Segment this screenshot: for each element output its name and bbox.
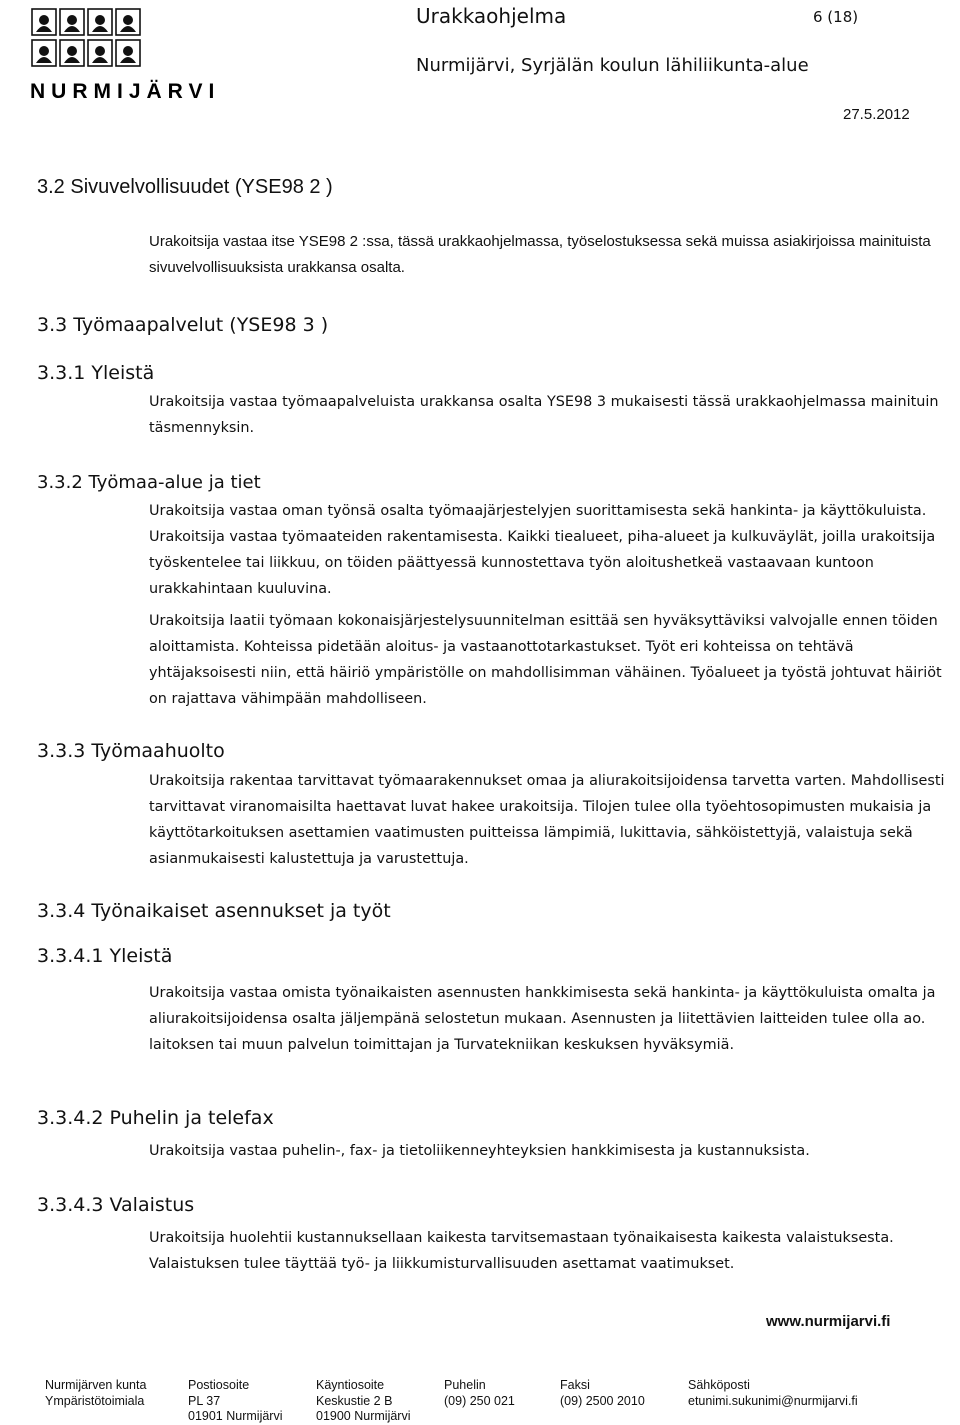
- footer-email: [688, 1378, 858, 1425]
- footer-phone: [444, 1378, 560, 1425]
- document-date: 27.5.2012: [843, 106, 910, 123]
- footer-postal-address: [188, 1378, 316, 1425]
- paragraph-3-3-1: Urakoitsija vastaa työmaapalveluista urakkansa osalta YSE98 3 mukaisesti tässä urakkaohjelmassa mainituin täsmennyksin.: [149, 394, 939, 436]
- document-subtitle: Nurmijärvi, Syrjälän koulun lähiliikunta-alue: [416, 55, 809, 76]
- footer-phone-number: (09) 250 021: [444, 1393, 515, 1408]
- heading-3-3-3: 3.3.3 Työmaahuolto: [37, 740, 225, 762]
- footer-contact-info: [45, 1378, 955, 1425]
- footer-org-name: Nurmijärven kunta: [45, 1378, 147, 1392]
- footer-website-link[interactable]: www.nurmijarvi.fi: [766, 1313, 891, 1330]
- footer-organization: [45, 1378, 188, 1425]
- paragraph-3-3-4-3: Urakoitsija huolehtii kustannuksellaan kaikesta tarvitsemastaan työnaikaisesta kaikesta valaistuksesta. Valaistuksen tulee täyttää työ- ja liikkumisturvallisuuden asettamat vaatimukset.: [149, 1230, 894, 1272]
- footer-fax: [560, 1378, 688, 1425]
- footer-postal-label: Postiosoite: [188, 1378, 250, 1392]
- footer-fax-number: (09) 2500 2010: [560, 1393, 645, 1408]
- footer-visiting-address: [316, 1378, 444, 1425]
- heading-3-3-4-1: 3.3.4.1 Yleistä: [37, 945, 173, 967]
- footer-visit-city: 01900 Nurmijärvi: [316, 1409, 411, 1423]
- footer-email-address[interactable]: etunimi.sukunimi@nurmijarvi.fi: [688, 1393, 858, 1408]
- heading-3-3-4-2: 3.3.4.2 Puhelin ja telefax: [37, 1107, 274, 1129]
- footer-fax-label: Faksi: [560, 1378, 590, 1392]
- heading-3-3: 3.3 Työmaapalvelut (YSE98 3 ): [37, 314, 329, 336]
- footer-postal-city: 01901 Nurmijärvi: [188, 1409, 283, 1423]
- footer-visit-street: Keskustie 2 B: [316, 1393, 393, 1408]
- paragraph-3-3-3: Urakoitsija rakentaa tarvittavat työmaarakennukset omaa ja aliurakoitsijoidensa tarvetta varten. Mahdollisesti tarvittavat viranomaisilta haettavat luvat hakee urakoitsija. Tilojen tulee olla työehtosopimusten mukaisia ja käyttötarkoituksen asettamien vaatimusten puitteissa lämpimiä, lukittavia, sähköistettyjä, valaistuja sekä asianmukaisesti kalustettuja ja varustettuja.: [149, 773, 945, 867]
- paragraph-3-3-2-a: Urakoitsija vastaa oman työnsä osalta työmaajärjestelyjen suorittamisesta sekä hankinta- ja käyttökuluista. Urakoitsija vastaa työmaateiden rakentamisesta. Kaikki tiealueet, piha-alueet ja kulkuväylät, joilla urakoitsija työskentelee tai liikkuu, on töiden päättyessä kunnostettava työn aloitushetkeä vastaavaan kuntoon urakkahintaan kuuluvina.: [149, 503, 936, 597]
- paragraph-3-3-4-2: Urakoitsija vastaa puhelin-, fax- ja tietoliikenneyhteyksien hankkimisesta ja kustannuksista.: [149, 1143, 810, 1159]
- page-number: 6 (18): [813, 8, 859, 26]
- footer-org-unit: Ympäristötoimiala: [45, 1393, 145, 1408]
- heading-3-3-1: 3.3.1 Yleistä: [37, 362, 155, 384]
- footer-email-label: Sähköposti: [688, 1378, 750, 1392]
- heading-3-2: 3.2 Sivuvelvollisuudet (YSE98 2 ): [37, 176, 333, 198]
- footer-phone-label: Puhelin: [444, 1378, 486, 1392]
- paragraph-3-2: Urakoitsija vastaa itse YSE98 2 :ssa, tässä urakkaohjelmassa, työselostuksessa sekä muissa asiakirjoissa mainituista sivuvelvollisuuksista urakkansa osalta.: [149, 233, 931, 276]
- paragraph-3-3-2-b: Urakoitsija laatii työmaan kokonaisjärjestelysuunnitelman esittää sen hyväksyttäviksi valvojalle ennen töiden aloittamista. Kohteissa pidetään aloitus- ja vastaanottotarkastukset. Työt eri kohteissa on tehtävä yhtäjaksoisesti niin, että häiriö ympäristölle on mahdollisimman vähäinen. Työalueet ja työstä johtuvat häiriöt on rajattava vähimpään mahdolliseen.: [149, 613, 942, 707]
- footer-visit-label: Käyntiosoite: [316, 1378, 385, 1392]
- document-title: Urakkaohjelma: [416, 4, 567, 28]
- heading-3-3-2: 3.3.2 Työmaa-alue ja tiet: [37, 472, 261, 493]
- footer-postal-box: PL 37: [188, 1393, 221, 1408]
- heading-3-3-4: 3.3.4 Työnaikaiset asennukset ja työt: [37, 900, 391, 922]
- nurmijarvi-crest-logo: [30, 6, 146, 70]
- paragraph-3-3-4-1: Urakoitsija vastaa omista työnaikaisten asennusten hankkimisesta sekä hankinta- ja käyttökuluista omalta ja aliurakoitsijoidensa osalta jäljempänä selostetun mukaan. Asennusten ja liitettävien laitteiden tulee olla ao. laitoksen tai muun palvelun toimittajan ja Turvatekniikan keskuksen hyväksymiä.: [149, 985, 936, 1053]
- heading-3-3-4-3: 3.3.4.3 Valaistus: [37, 1194, 195, 1216]
- logo-wordmark: NURMIJÄRVI: [30, 80, 221, 103]
